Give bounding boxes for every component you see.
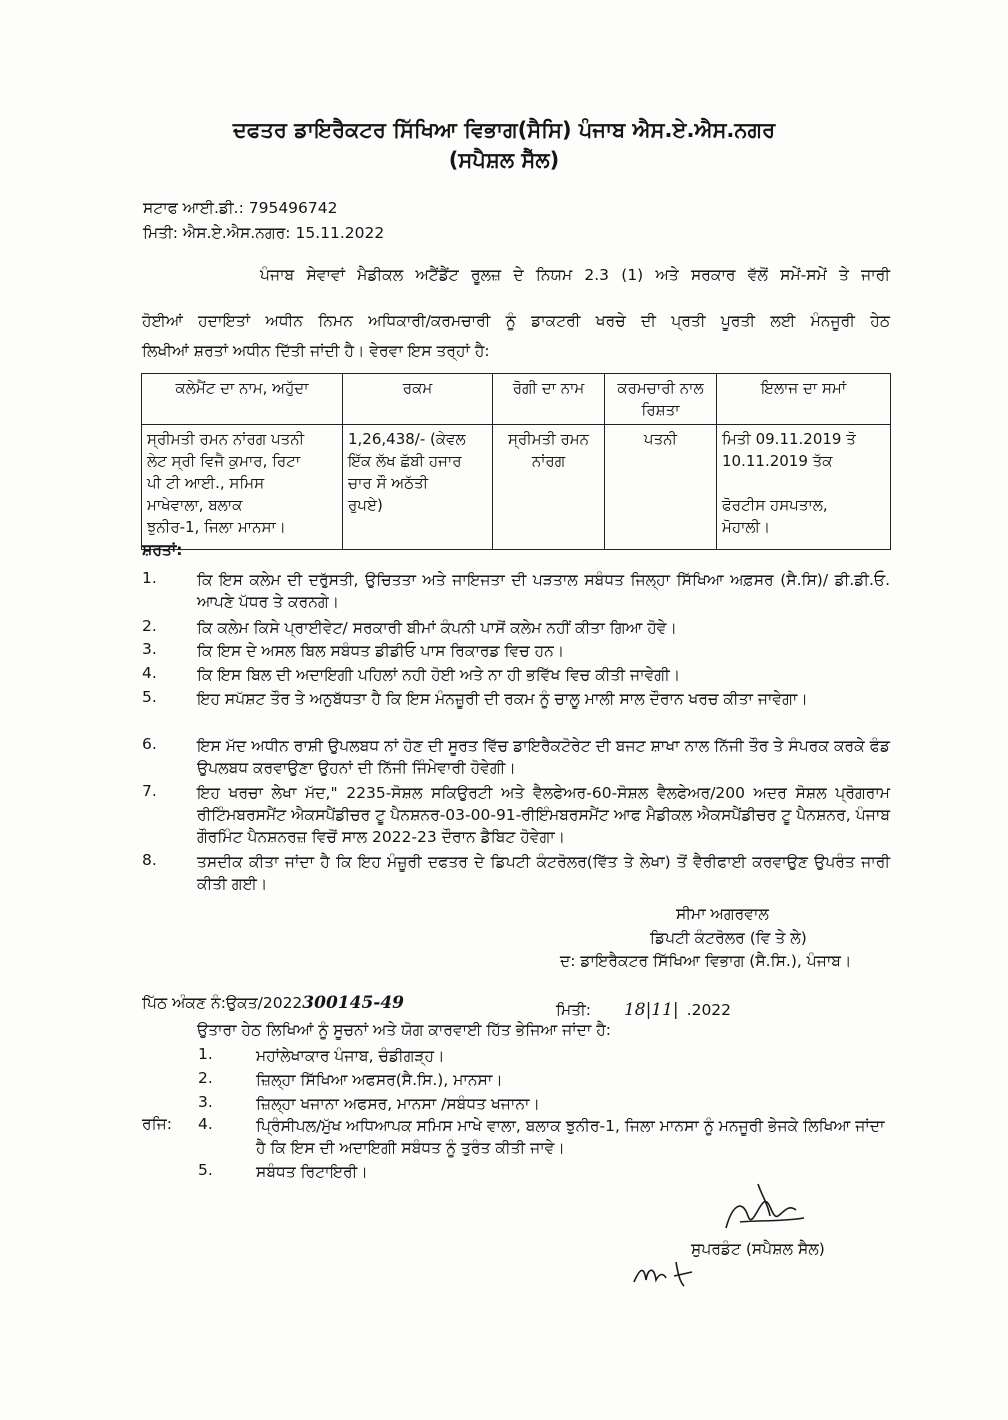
copy-recipient: ਜ਼ਿਲ੍ਹਾ ਖਜਾਨਾ ਅਫਸਰ, ਮਾਨਸਾ /ਸਬੰਧਤ ਖਜਾਨਾ। xyxy=(256,1095,540,1113)
intro-line-1: ਪੰਜਾਬ ਸੇਵਾਵਾਂ ਮੈਡੀਕਲ ਅਟੈਂਡੈਂਟ ਰੂਲਜ਼ ਦੇ ਨਿਯਮ 2.3 (1) ਅਤੇ ਸਰਕਾਰ ਵੱਲੋਂ ਸਮੇਂ-ਸਮੇਂ ਤੇ ਜਾਰੀ xyxy=(260,266,890,284)
claim-details-table xyxy=(141,373,891,550)
copy-number: 1. xyxy=(198,1045,213,1063)
condition-text: ਕਿ ਇਸ ਦੇ ਅਸਲ ਬਿਲ ਸਬੰਧਤ ਡੀਡੀਓ ਪਾਸ ਰਿਕਾਰਡ ਵਿਚ ਹਨ। xyxy=(197,642,565,660)
signatory-name: ਸੀਮਾ ਅਗਰਵਾਲ xyxy=(676,905,769,923)
claimant-line: ਸ੍ਰੀਮਤੀ ਰਮਨ ਨਾਂਰਗ ਪਤਨੀ xyxy=(147,430,305,448)
ref-label: ਪਿੱਠ ਅੰਕਣ ਨੰ:ਉਕਤ/2022 xyxy=(142,994,303,1012)
copy-recipient: ਮਹਾਂਲੇਖਾਕਾਰ ਪੰਜਾਬ, ਚੰਡੀਗੜ੍ਹ। xyxy=(256,1047,445,1065)
patient-line: ਨਾਂਰਗ xyxy=(531,452,566,470)
condition-number: 4. xyxy=(142,664,157,682)
signatory-designation: ਡਿਪਟੀ ਕੰਟਰੋਲਰ (ਵਿ ਤੇ ਲੇ) xyxy=(650,929,807,947)
issue-date: ਮਿਤੀ: ਐਸ.ਏ.ਐਸ.ਨਗਰ: 15.11.2022 xyxy=(143,224,385,242)
signatory-office: ਦ: ਡਾਇਰੈਕਟਰ ਸਿੱਖਿਆ ਵਿਭਾਗ (ਸੈ.ਸਿ.), ਪੰਜਾਬ। xyxy=(560,952,852,970)
condition-text: ਤਸਦੀਕ ਕੀਤਾ ਜਾਂਦਾ ਹੈ ਕਿ ਇਹ ਮੰਜ਼ੂਰੀ ਦਫਤਰ ਦੇ ਡਿਪਟੀ ਕੰਟਰੋਲਰ(ਵਿੱਤ ਤੇ ਲੇਖਾ) ਤੋਂ ਵੈਰੀਫਾਈ ਕਰਵਾਉਣ ਉਪਰੰਤ ਜਾਰੀ ਕੀਤੀ ਗਈ। xyxy=(197,853,890,893)
copy-recipient: ਸਬੰਧਤ ਰਿਟਾਇਰੀ। xyxy=(256,1163,368,1181)
staff-id: ਸਟਾਫ ਆਈ.ਡੀ.: 795496742 xyxy=(143,199,338,217)
header-treatment-period: ਇਲਾਜ ਦਾ ਸਮਾਂ xyxy=(717,374,891,425)
forward-line: ਉਤਾਰਾ ਹੇਠ ਲਿਖਿਆਂ ਨੂੰ ਸੂਚਨਾਂ ਅਤੇ ਯੋਗ ਕਾਰਵਾਈ ਹਿੱਤ ਭੇਜਿਆ ਜਾਂਦਾ ਹੈ: xyxy=(197,1021,612,1039)
header-amount: ਰਕਮ xyxy=(343,374,493,425)
copy-number: 4. xyxy=(198,1115,213,1133)
hospital-line: ਫੋਰਟੀਸ ਹਸਪਤਾਲ, xyxy=(722,496,828,514)
period-line: 10.11.2019 ਤੱਕ xyxy=(722,452,833,470)
copy-number: 3. xyxy=(198,1093,213,1111)
condition-number: 3. xyxy=(142,640,157,658)
condition-text: ਇਹ ਸਪੱਸ਼ਟ ਤੌਰ ਤੇ ਅਨੁਬੱਧਤਾ ਹੈ ਕਿ ਇਸ ਮੰਨਜ਼ੂਰੀ ਦੀ ਰਕਮ ਨੂੰ ਚਾਲੂ ਮਾਲੀ ਸਾਲ ਦੌਰਾਨ ਖਰਚ ਕੀਤਾ ਜਾਵੇਗਾ। xyxy=(197,690,808,708)
intro-line-2: ਹੋਈਆਂ ਹਦਾਇਤਾਂ ਅਧੀਨ ਨਿਮਨ ਅਧਿਕਾਰੀ/ਕਰਮਚਾਰੀ ਨੂੰ ਡਾਕਟਰੀ ਖਰਚੇ ਦੀ ਪ੍ਰਤੀ ਪੂਰਤੀ ਲਈ ਮੰਨਜੂਰੀ ਹੇਠ xyxy=(142,312,890,330)
condition-number: 6. xyxy=(142,735,157,753)
copy-recipient: ਪ੍ਰਿੰਸੀਪਲ/ਮੁੱਖ ਅਧਿਆਪਕ ਸਮਿਸ ਮਾਖੇ ਵਾਲਾ, ਬਲਾਕ ਝੁਨੀਰ-1, ਜਿਲਾ ਮਾਨਸਾ ਨੂੰ ਮਨਜੂਰੀ ਭੇਜਕੇ ਲਿਖਿਆ ਜਾਂਦਾ ਹੈ ਕਿ ਇਸ ਦੀ ਅਦਾਇਗੀ ਸਬੰਧਤ ਨੂੰ ਤੁਰੰਤ ਕੀਤੀ ਜਾਵੇ। xyxy=(256,1117,885,1157)
claimant-line: ਮਾਖੇਵਾਲਾ, ਬਲਾਕ xyxy=(147,496,243,514)
cell-patient xyxy=(493,425,605,550)
spacer xyxy=(722,472,885,494)
amount-line: ਇੱਕ ਲੱਖ ਛੱਬੀ ਹਜਾਰ xyxy=(348,452,462,470)
condition-number: 2. xyxy=(142,617,157,635)
condition-text: ਕਿ ਇਸ ਬਿਲ ਦੀ ਅਦਾਇਗੀ ਪਹਿਲਾਂ ਨਹੀ ਹੋਈ ਅਤੇ ਨਾ ਹੀ ਭਵਿੱਖ ਵਿਚ ਕੀਤੀ ਜਾਵੇਗੀ। xyxy=(197,666,681,684)
condition-text: ਇਸ ਮੱਦ ਅਧੀਨ ਰਾਸ਼ੀ ਉਪਲਬਧ ਨਾਂ ਹੋਣ ਦੀ ਸੂਰਤ ਵਿੱਚ ਡਾਇਰੈਕਟੋਰੇਟ ਦੀ ਬਜਟ ਸ਼ਾਖਾ ਨਾਲ ਨਿੱਜੀ ਤੌਰ ਤੇ ਸੰਪਰਕ ਕਰਕੇ ਫੰਡ ਉਪਲਬਧ ਕਰਵਾਉਣਾ ਉਹਨਾਂ ਦੀ ਨਿੱਜੀ ਜਿੰਮੇਵਾਰੀ ਹੋਵੇਗੀ। xyxy=(197,737,890,777)
copy-recipient: ਜ਼ਿਲ੍ਹਾ ਸਿੱਖਿਆ ਅਫਸਰ(ਸੈ.ਸਿ.), ਮਾਨਸਾ। xyxy=(256,1071,503,1089)
conditions-title: ਸ਼ਰਤਾਂ: xyxy=(142,541,183,559)
cell-treatment-period xyxy=(717,425,891,550)
amount-line: ਰੁਪਏ) xyxy=(348,496,383,514)
patient-line: ਸ੍ਰੀਮਤੀ ਰਮਨ xyxy=(507,430,590,448)
superintendent-title: ਸੁਪਰਡੰਟ (ਸਪੈਸ਼ਲ ਸੈਲ) xyxy=(691,1240,825,1258)
endorsement-date xyxy=(556,1000,731,1020)
condition-number: 1. xyxy=(142,569,157,587)
copy-number: 5. xyxy=(198,1161,213,1179)
header-claimant: ਕਲੇਮੈਂਟ ਦਾ ਨਾਮ, ਅਹੁੱਦਾ xyxy=(142,374,343,425)
cell-amount xyxy=(343,425,493,550)
endorsement-ref xyxy=(142,993,404,1013)
cell-heading: (ਸਪੈਸ਼ਲ ਸੈੱਲ) xyxy=(448,148,560,172)
amount-line: 1,26,438/- (ਕੇਵਲ xyxy=(348,430,466,448)
superintendent-signature xyxy=(718,1176,808,1242)
date-year: .2022 xyxy=(686,1001,732,1019)
condition-number: 5. xyxy=(142,688,157,706)
period-line: ਮਿਤੀ 09.11.2019 ਤੋ xyxy=(722,430,856,448)
date-label: ਮਿਤੀ: xyxy=(556,1001,591,1019)
condition-text: ਇਹ ਖਰਚਾ ਲੇਖਾ ਮੱਦ," 2235-ਸੋਸ਼ਲ ਸਕਿਉਰਟੀ ਅਤੇ ਵੈਲਫੇਅਰ-60-ਸੋਸ਼ਲ ਵੈਲਫੇਅਰ/200 ਅਦਰ ਸੋਸ਼ਲ ਪ੍ਰੋਗਰਾਮ ਰੀਟਿੰਮਬਰਸਮੈਂਟ ਐਕਸਪੈਂਡੀਚਰ ਟੂ ਪੈਨਸ਼ਨਰ-03-00-91-ਰੀਇੰਮਬਰਸਮੈਂਟ ਆਫ ਮੈਡੀਕਲ ਐਕਸਪੈਂਡੀਚਰ ਟੂ ਪੈਨਸ਼ਨਰ, ਪੰਜਾਬ ਗੌਰਮਿੰਟ ਪੈਨਸ਼ਨਰਜ਼ ਵਿਚੋਂ ਸਾਲ 2022-23 ਦੌਰਾਨ ਡੈਬਿਟ ਹੋਵੇਗਾ। xyxy=(197,784,890,846)
amount-line: ਚਾਰ ਸੌ ਅਠੱਤੀ xyxy=(348,474,429,492)
condition-text: ਕਿ ਕਲੇਮ ਕਿਸੇ ਪ੍ਰਾਈਵੇਟ/ ਸਰਕਾਰੀ ਬੀਮਾਂ ਕੰਪਨੀ ਪਾਸੋਂ ਕਲੇਮ ਨਹੀਂ ਕੀਤਾ ਗਿਆ ਹੋਵੇ। xyxy=(197,619,677,637)
cell-relation: ਪਤਨੀ xyxy=(605,425,717,550)
cell-claimant xyxy=(142,425,343,550)
initials-mark xyxy=(630,1254,710,1294)
header-patient: ਰੋਗੀ ਦਾ ਨਾਮ xyxy=(493,374,605,425)
registered-label: ਰਜਿ: xyxy=(142,1115,172,1133)
condition-text: ਕਿ ਇਸ ਕਲੇਮ ਦੀ ਦਰੁੱਸਤੀ, ਉਚਿਤਤਾ ਅਤੇ ਜਾਇਜਤਾ ਦੀ ਪੜਤਾਲ ਸਬੰਧਤ ਜਿਲ੍ਹਾ ਸਿੱਖਿਆ ਅਫ਼ਸਰ (ਸੈ.ਸਿ)/ ਡੀ.ਡੀ.ਓ. ਆਪਣੇ ਪੱਧਰ ਤੇ ਕਰਨਗੇ। xyxy=(197,571,890,611)
intro-line-3: ਲਿਖੀਆਂ ਸ਼ਰਤਾਂ ਅਧੀਨ ਦਿੱਤੀ ਜਾਂਦੀ ਹੈ। ਵੇਰਵਾ ਇਸ ਤਰ੍ਹਾਂ ਹੈ: xyxy=(142,342,490,360)
office-heading: ਦਫਤਰ ਡਾਇਰੈਕਟਰ ਸਿੱਖਿਆ ਵਿਭਾਗ(ਸੈਸਿ) ਪੰਜਾਬ ਐਸ.ਏ.ਐਸ.ਨਗਰ xyxy=(232,118,776,142)
copy-number: 2. xyxy=(198,1069,213,1087)
table-row xyxy=(142,425,891,550)
claimant-line: ਲੇਟ ਸ੍ਰੀ ਵਿਜੈ ਕੁਮਾਰ, ਰਿਟਾ xyxy=(147,452,301,470)
condition-number: 8. xyxy=(142,851,157,869)
claimant-line: ਝੁਨੀਰ-1, ਜਿਲਾ ਮਾਨਸਾ। xyxy=(147,518,286,536)
claimant-line: ਪੀ ਟੀ ਆਈ., ਸਮਿਸ xyxy=(147,474,265,492)
condition-number: 7. xyxy=(142,782,157,800)
table-header-row xyxy=(142,374,891,425)
date-handwritten: 18|11| xyxy=(623,1000,679,1020)
ref-number-handwritten: 300145-49 xyxy=(302,993,404,1013)
hospital-line: ਮੋਹਾਲੀ। xyxy=(722,518,771,536)
header-relation: ਕਰਮਚਾਰੀ ਨਾਲ ਰਿਸ਼ਤਾ xyxy=(605,374,717,425)
